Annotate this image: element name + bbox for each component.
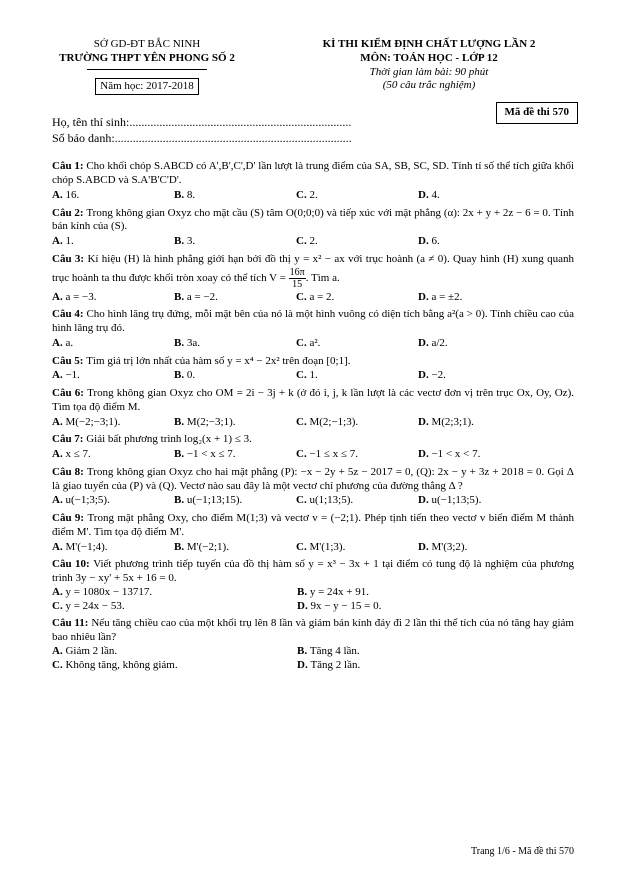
question-number: Câu 8: [52,465,87,478]
option-letter: A. [52,336,66,349]
question-number: Câu 7: [52,433,87,446]
option-text: 3. [186,235,196,248]
option-text: x ≤ 7. [65,448,91,461]
question-text: Kí hiệu (H) là hình phẳng giới hạn bởi đồ thị y = x² − ax với trục hoành (a ≠ 0). Quay hình (H) xung quanh trục hoành ta thu được khối tròn xoay có thể tích V = [52,252,574,284]
option-letter: A. [52,585,66,598]
option-text: 9x − y − 15 = 0. [310,599,382,612]
answer-option[interactable] [174,369,296,383]
answer-option[interactable] [418,448,540,462]
question [52,617,574,672]
student-name-line: Họ, tên thí sinh:.......................................................................... [52,115,352,130]
answer-option[interactable] [296,416,418,430]
option-letter: C. [296,290,310,303]
answer-option[interactable] [52,416,174,430]
answer-options [52,416,574,430]
answer-option[interactable] [52,235,174,249]
answer-option[interactable] [418,416,540,430]
question-number: Câu 9: [52,512,88,525]
option-letter: B. [174,448,187,461]
option-text: 3a. [186,336,200,349]
option-text: a = −2. [186,290,218,303]
fraction-numerator: 16π [289,266,305,278]
answer-options [52,494,574,508]
option-text: Không tăng, không giảm. [65,658,178,671]
option-letter: A. [52,644,66,657]
option-text: M(−2;−3;1). [65,415,121,428]
answer-options [52,448,574,462]
option-text: a = −3. [65,290,97,303]
question-number: Câu 5: [52,354,87,367]
answer-option[interactable] [174,337,296,351]
option-text: a = ±2. [431,290,463,303]
school-year: Năm học: 2017-2018 [95,78,198,96]
option-text: a/2. [431,336,448,349]
option-text: M'(−2;1). [186,540,229,553]
answer-options [52,189,574,203]
answer-option[interactable] [418,291,540,305]
header-right [284,38,574,95]
question-text: Trong mặt phẳng Oxy, cho điểm M(1;3) và vectơ v = (−2;1). Phép tịnh tiến theo vectơ v biến điểm M thành điểm M'. Tìm tọa độ điểm M'. [52,512,574,538]
question [52,160,574,202]
option-text: M'(3;2). [431,540,468,553]
answer-option[interactable] [418,189,540,203]
option-text: 2. [309,188,318,201]
option-letter: D. [418,415,432,428]
option-letter: B. [174,540,187,553]
option-letter: D. [418,235,432,248]
option-letter: D. [418,336,432,349]
option-text: 6. [431,235,440,248]
option-letter: A. [52,290,66,303]
answer-option[interactable] [296,494,418,508]
option-letter: C. [296,415,310,428]
answer-option[interactable] [418,337,540,351]
answer-option[interactable] [297,659,542,673]
exam-header [52,38,574,95]
answer-option[interactable] [418,494,540,508]
header-divider [87,68,207,70]
option-letter: C. [52,599,66,612]
option-text: a. [65,336,74,349]
question-text: Nếu tăng chiều cao của một khối trụ lên 8 lần và giảm bán kính đáy đi 2 lần thì thể tích của nó tăng hay giảm bao nhiêu lần? [52,617,574,644]
exam-title: KÌ THI KIỂM ĐỊNH CHẤT LƯỢNG LẦN 2 [322,38,536,50]
option-letter: A. [52,540,66,553]
option-text: y = 1080x − 13717. [65,585,153,598]
option-letter: A. [52,188,66,201]
question [52,355,574,384]
option-letter: B. [297,585,310,598]
answer-option[interactable] [174,416,296,430]
answer-option[interactable] [52,189,174,203]
answer-option[interactable] [52,600,297,614]
option-letter: B. [174,336,187,349]
option-letter: D. [297,599,311,612]
option-text: y = 24x + 91. [309,585,370,598]
option-text: −1. [65,369,80,382]
question-number: Câu 1: [52,160,87,173]
answer-options [52,235,574,249]
answer-option[interactable] [52,586,297,600]
answer-option[interactable] [418,369,540,383]
student-id-line: Số báo danh:............................................................................... [52,130,352,145]
answer-options [52,291,574,305]
answer-option[interactable] [296,235,418,249]
option-letter: D. [418,290,432,303]
answer-option[interactable] [52,494,174,508]
answer-option[interactable] [174,291,296,305]
option-text: −2. [431,369,446,382]
option-letter: B. [174,369,187,382]
question [52,433,574,462]
answer-options [52,369,574,383]
option-letter: C. [296,188,310,201]
option-text: M'(−1;4). [65,540,108,553]
option-letter: B. [174,415,187,428]
question-number: Câu 4: [52,308,87,321]
option-text: Tăng 4 lần. [309,644,360,657]
answer-option[interactable] [418,541,540,555]
option-letter: B. [174,188,187,201]
question-text: Trong không gian Oxyz cho hai mặt phẳng (P): −x − 2y + 5z − 2017 = 0, (Q): 2x − y + 3z + 2018 = 0. Gọi Δ là giao tuyến của (P) và (Q). Vectơ nào sau đây là một vectơ chỉ phương của đường thẳng Δ ? [52,465,574,492]
answer-option[interactable] [296,541,418,555]
option-text: Giảm 2 lần. [65,644,118,657]
question [52,466,574,508]
answer-options [52,337,574,351]
question-number: Câu 3: [52,252,88,265]
answer-option[interactable] [174,189,296,203]
answer-option[interactable] [174,235,296,249]
exam-code: Mã đề thi 570 [496,102,578,124]
fraction-denominator: 15 [292,278,303,290]
answer-option[interactable] [297,586,542,600]
option-text: 16. [65,188,80,201]
answer-option[interactable] [174,494,296,508]
answer-option[interactable] [296,369,418,383]
question-text: Tìm giá trị lớn nhất của hàm số y = x⁴ − 2x² trên đoạn [0;1]. [86,354,351,367]
question-text: Trong không gian Oxyz cho OM = 2i − 3j + k (ở đó i, j, k lần lượt là các vectơ đơn vị trên trục Ox, Oy, Oz). Tìm tọa độ điểm M. [52,387,574,413]
option-letter: A. [52,235,66,248]
option-text: −1 < x ≤ 7. [186,448,236,461]
option-letter: A. [52,448,66,461]
school-name: TRƯỜNG THPT YÊN PHONG SỐ 2 [59,51,235,64]
question-text: Trong không gian Oxyz cho mặt cầu (S) tâm O(0;0;0) và tiếp xúc với mặt phẳng (α): 2x + y + 2z − 6 = 0. Tính bán kính của (S). [52,206,574,233]
answer-options [52,645,574,673]
question-number: Câu 6: [52,387,88,400]
option-letter: C. [296,448,310,461]
option-text: u(−1;3;5). [65,494,110,507]
fraction [289,267,306,290]
question [52,512,574,554]
option-letter: D. [297,658,311,671]
option-letter: D. [418,188,432,201]
option-text: u(−1;13;5). [431,494,482,507]
question-number: Câu 11: [52,617,92,630]
answer-option[interactable] [52,369,174,383]
question [52,387,574,429]
answer-option[interactable] [52,337,174,351]
option-text: M(2;−3;1). [186,415,236,428]
option-letter: B. [297,644,310,657]
page-footer: Trang 1/6 - Mã đề thi 570 [471,846,574,857]
answer-option[interactable] [297,600,542,614]
option-letter: D. [418,540,432,553]
option-text: 4. [431,188,440,201]
option-text: 1. [309,369,318,382]
answer-options [52,541,574,555]
answer-options [52,586,574,614]
option-letter: C. [296,540,310,553]
header-left [52,38,242,95]
option-text: M(2;3;1). [431,415,474,428]
option-text: a = 2. [309,290,335,303]
exam-time: Thời gian làm bài: 90 phút [369,65,489,78]
option-letter: B. [174,235,187,248]
option-text: −1 < x < 7. [431,448,481,461]
option-letter: A. [52,494,66,507]
option-text: a². [309,336,321,349]
option-text: 8. [186,188,196,201]
question-text: Giải bất phương trình log₂(x + 1) ≤ 3. [86,433,252,446]
answer-option[interactable] [296,337,418,351]
option-letter: D. [418,369,432,382]
option-letter: B. [174,494,187,507]
question-count: (50 câu trắc nghiệm) [382,79,476,92]
answer-option[interactable] [296,189,418,203]
answer-option[interactable] [52,659,297,673]
answer-option[interactable] [174,541,296,555]
option-letter: C. [296,494,310,507]
option-letter: D. [418,448,432,461]
answer-option[interactable] [52,541,174,555]
option-text: 2. [309,235,318,248]
option-letter: A. [52,369,66,382]
option-text: 0. [186,369,196,382]
question-text: Cho hình lăng trụ đứng, mỗi mặt bên của nó là một hình vuông có diện tích bằng a²(a > 0). Tính chiều cao của hình lăng trụ đó. [52,308,574,335]
answer-option[interactable] [296,448,418,462]
question [52,207,574,249]
option-text: 1. [65,235,74,248]
option-text: Tăng 2 lần. [310,658,361,671]
question-text: Cho khối chóp S.ABCD có A',B',C',D' lần lượt là trung điểm của SA, SB, SC, SD. Tính tỉ số thể tích giữa khối chóp S.ABCD và S.A'B'C'D'. [52,160,575,187]
answer-option[interactable] [52,448,174,462]
answer-option[interactable] [174,448,296,462]
option-letter: C. [296,336,310,349]
answer-option[interactable] [52,291,174,305]
question [52,558,574,613]
option-text: −1 ≤ x ≤ 7. [309,448,358,461]
option-letter: C. [52,658,66,671]
department-name: SỞ GD-ĐT BẮC NINH [93,38,201,50]
answer-option[interactable] [418,235,540,249]
option-text: u(−1;13;15). [186,494,243,507]
question [52,253,574,305]
option-text: y = 24x − 53. [65,599,125,612]
option-text: M(2;−1;3). [309,415,359,428]
option-letter: D. [418,494,432,507]
question-text-tail: . Tìm a. [305,271,340,284]
option-letter: C. [296,369,310,382]
answer-option[interactable] [297,645,542,659]
answer-option[interactable] [296,291,418,305]
question-list [52,160,574,672]
question-number: Câu 10: [52,558,94,571]
option-text: u(1;13;5). [309,494,354,507]
question [52,308,574,350]
option-letter: B. [174,290,187,303]
exam-subject: MÔN: TOÁN HỌC - LỚP 12 [360,51,498,64]
question-number: Câu 2: [52,206,87,219]
option-letter: C. [296,235,310,248]
question-text: Viết phương trình tiếp tuyến của đồ thị hàm số y = x³ − 3x + 1 tại điểm có tung độ là nghiệm của phương trình 3y − xy' + 5x + 16 = 0. [52,558,574,585]
option-letter: A. [52,415,66,428]
option-text: M'(1;3). [309,540,346,553]
answer-option[interactable] [52,645,297,659]
